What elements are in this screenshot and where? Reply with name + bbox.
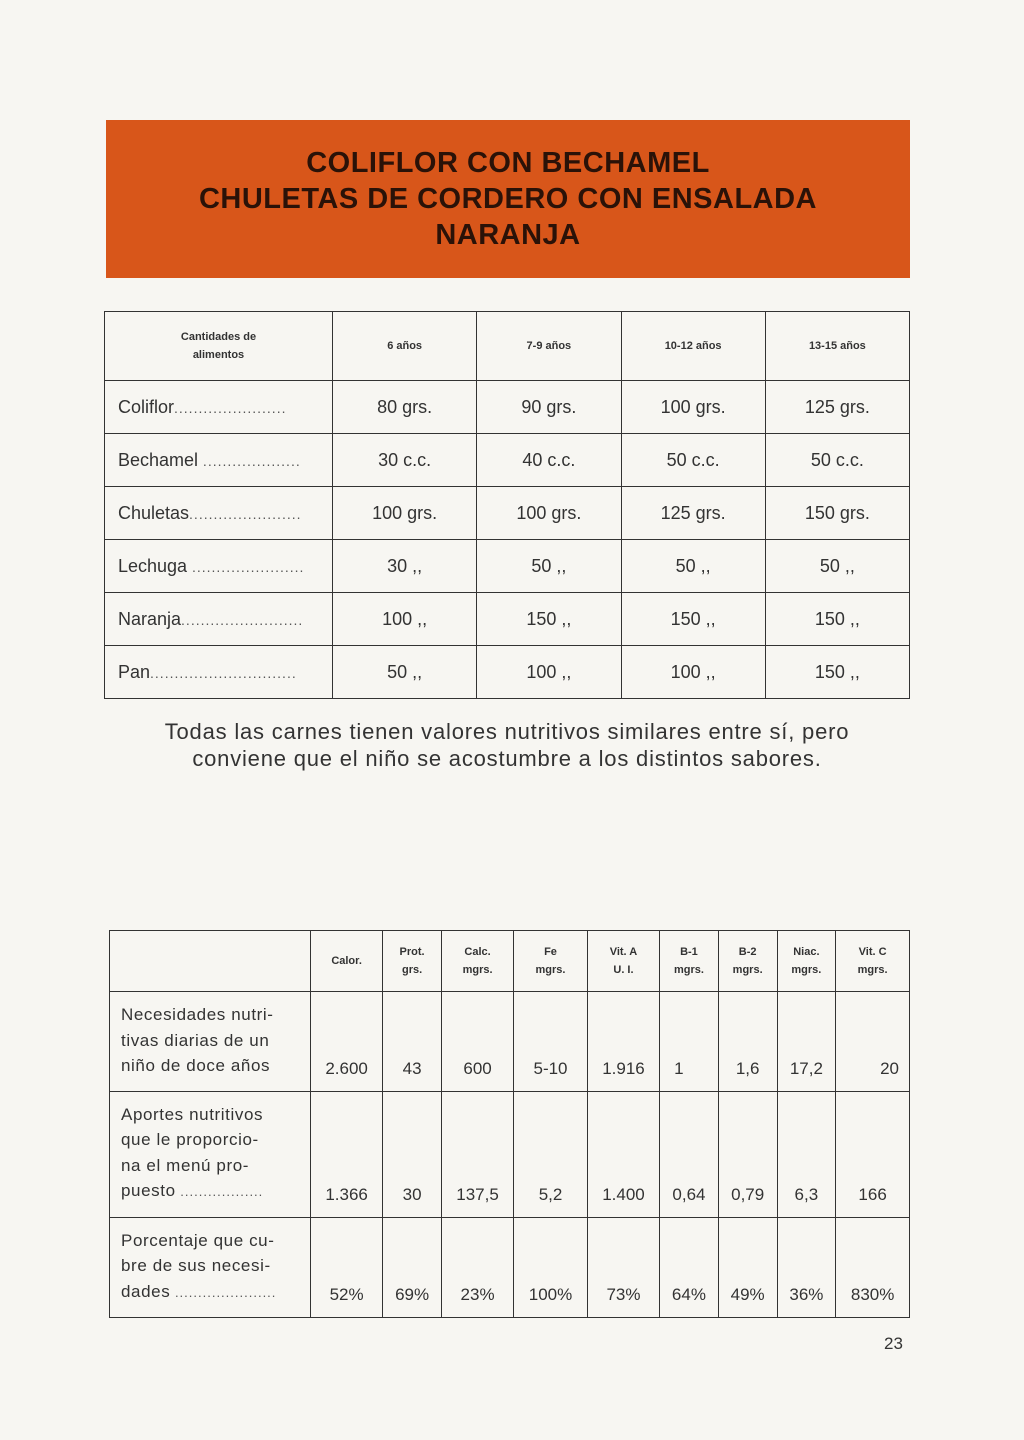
nutrient-column-header: Vit. A U. I. <box>587 931 659 992</box>
value-cell: 36% <box>777 1217 836 1318</box>
value-cell: 30 <box>383 1091 442 1217</box>
value-cell: 5-10 <box>514 992 588 1092</box>
nutrition-table <box>109 930 910 1318</box>
value-cell: 6,3 <box>777 1091 836 1217</box>
nutrient-column-header: Calor. <box>311 931 383 992</box>
value-cell: 20 <box>836 992 910 1092</box>
food-cell: Coliflor....................... <box>105 381 333 434</box>
quantity-cell: 150 ,, <box>621 593 765 646</box>
value-cell: 5,2 <box>514 1091 588 1217</box>
table-row <box>105 434 910 487</box>
nutrient-column-header: Calc. mgrs. <box>441 931 513 992</box>
nutrient-column-header: Niac. mgrs. <box>777 931 836 992</box>
value-cell: 830% <box>836 1217 910 1318</box>
row-label: Porcentaje que cu- bre de sus necesi- dades ...................... <box>110 1217 311 1318</box>
table-row <box>110 1091 910 1217</box>
quantity-cell: 100 grs. <box>333 487 477 540</box>
table-row <box>110 992 910 1092</box>
value-cell: 1.400 <box>587 1091 659 1217</box>
quantity-cell: 50 ,, <box>765 540 909 593</box>
value-cell: 1.916 <box>587 992 659 1092</box>
quantity-cell: 50 ,, <box>621 540 765 593</box>
row-label: Aportes nutritivos que le proporcio- na el menú pro- puesto .................. <box>110 1091 311 1217</box>
food-column-header: Cantidades de alimentos <box>105 312 333 381</box>
value-cell: 1 <box>660 992 719 1092</box>
quantity-cell: 50 c.c. <box>765 434 909 487</box>
table-row <box>105 487 910 540</box>
food-cell: Lechuga ....................... <box>105 540 333 593</box>
value-cell: 1.366 <box>311 1091 383 1217</box>
empty-header-cell <box>110 931 311 992</box>
value-cell: 166 <box>836 1091 910 1217</box>
quantity-cell: 150 ,, <box>765 593 909 646</box>
page-number: 23 <box>884 1334 903 1353</box>
quantity-cell: 100 ,, <box>477 646 621 699</box>
title-banner <box>106 120 910 278</box>
age-column-header: 13-15 años <box>765 312 909 381</box>
quantity-cell: 50 c.c. <box>621 434 765 487</box>
quantity-cell: 125 grs. <box>765 381 909 434</box>
table-row <box>105 381 910 434</box>
value-cell: 600 <box>441 992 513 1092</box>
quantity-cell: 100 grs. <box>621 381 765 434</box>
value-cell: 0,79 <box>718 1091 777 1217</box>
quantity-cell: 150 grs. <box>765 487 909 540</box>
quantity-cell: 50 ,, <box>477 540 621 593</box>
nutrient-column-header: Prot. grs. <box>383 931 442 992</box>
value-cell: 52% <box>311 1217 383 1318</box>
value-cell: 0,64 <box>660 1091 719 1217</box>
nutrient-column-header: Fe mgrs. <box>514 931 588 992</box>
quantities-table <box>104 311 910 699</box>
value-cell: 100% <box>514 1217 588 1318</box>
value-cell: 43 <box>383 992 442 1092</box>
quantity-cell: 125 grs. <box>621 487 765 540</box>
quantity-cell: 100 grs. <box>477 487 621 540</box>
table-row <box>110 1217 910 1318</box>
quantity-cell: 30 ,, <box>333 540 477 593</box>
food-cell: Bechamel .................... <box>105 434 333 487</box>
value-cell: 64% <box>660 1217 719 1318</box>
row-label: Necesidades nutri- tivas diarias de un niño de doce años <box>110 992 311 1092</box>
value-cell: 1,6 <box>718 992 777 1092</box>
nutrient-column-header: B-2 mgrs. <box>718 931 777 992</box>
value-cell: 137,5 <box>441 1091 513 1217</box>
quantity-cell: 40 c.c. <box>477 434 621 487</box>
value-cell: 49% <box>718 1217 777 1318</box>
quantity-cell: 50 ,, <box>333 646 477 699</box>
title-line-3: NARANJA <box>435 219 581 251</box>
table-row <box>105 646 910 699</box>
quantity-cell: 100 ,, <box>333 593 477 646</box>
quantity-cell: 90 grs. <box>477 381 621 434</box>
table-row <box>105 540 910 593</box>
food-cell: Naranja......................... <box>105 593 333 646</box>
age-column-header: 7-9 años <box>477 312 621 381</box>
table-row <box>105 593 910 646</box>
quantity-cell: 100 ,, <box>621 646 765 699</box>
quantities-header-row <box>105 312 910 381</box>
value-cell: 23% <box>441 1217 513 1318</box>
age-column-header: 10-12 años <box>621 312 765 381</box>
value-cell: 17,2 <box>777 992 836 1092</box>
title-line-2: CHULETAS DE CORDERO CON ENSALADA <box>198 183 818 215</box>
age-column-header: 6 años <box>333 312 477 381</box>
quantity-cell: 150 ,, <box>477 593 621 646</box>
food-cell: Pan.............................. <box>105 646 333 699</box>
nutrition-header-row <box>110 931 910 992</box>
title-line-1: COLIFLOR CON BECHAMEL <box>306 147 710 179</box>
nutrient-column-header: B-1 mgrs. <box>660 931 719 992</box>
quantity-cell: 30 c.c. <box>333 434 477 487</box>
advice-paragraph: Todas las carnes tienen valores nutritivos similares entre sí, pero conviene que el niño se acostumbre a los distintos sabores. <box>164 719 850 771</box>
quantity-cell: 150 ,, <box>765 646 909 699</box>
value-cell: 2.600 <box>311 992 383 1092</box>
food-cell: Chuletas....................... <box>105 487 333 540</box>
nutrient-column-header: Vit. C mgrs. <box>836 931 910 992</box>
value-cell: 69% <box>383 1217 442 1318</box>
quantity-cell: 80 grs. <box>333 381 477 434</box>
value-cell: 73% <box>587 1217 659 1318</box>
